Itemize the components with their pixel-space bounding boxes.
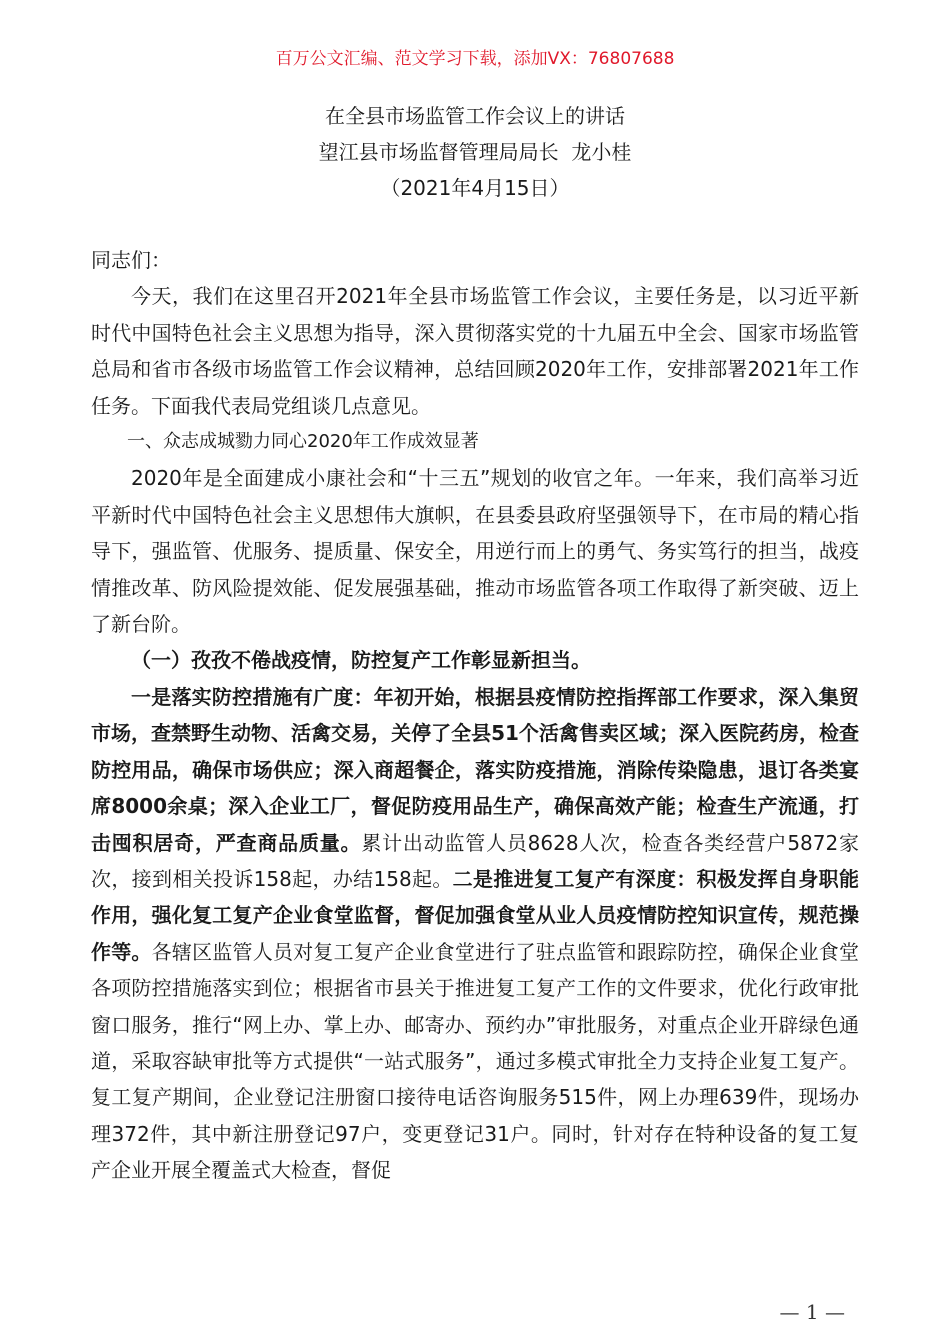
point-one-text: 累计出动监管人员8628人次，检查各类经营户5872家次，接到相关投诉158起，办结158起。 bbox=[91, 830, 860, 891]
title-block bbox=[0, 98, 950, 206]
speech-title: 在全县市场监管工作会议上的讲话 bbox=[325, 104, 625, 128]
subheading-1: （一）孜孜不倦战疫情，防控复产工作彰显新担当。 bbox=[131, 648, 591, 673]
section-heading-1: 一、众志成城勠力同心2020年工作成效显著 bbox=[127, 431, 479, 453]
watermark-banner: 百万公文汇编、范文学习下载，添加VX：76807688 bbox=[275, 49, 675, 69]
paragraph-2020-summary: 2020年是全面建成小康社会和“十三五”规划的收官之年。一年来，我们高举习近平新时代中国特色社会主义思想伟大旗帜，在县委县政府坚强领导下，在市局的精心指导下，强监管、优服务、提质量、保安全，用逆行而上的勇气、务实笃行的担当，战疫情推改革、防风险提效能、促发展强基础，推动市场监管各项工作取得了新突破、迈上了新台阶。 bbox=[91, 466, 859, 637]
page-number: — 1 — bbox=[779, 1300, 845, 1324]
salutation: 同志们： bbox=[91, 248, 171, 272]
paragraph-intro: 今天，我们在这里召开2021年全县市场监管工作会议，主要任务是，以习近平新时代中国特色社会主义思想为指导，深入贯彻落实党的十九届五中全会、国家市场监管总局和省市各级市场监管工作会议精神，总结回顾2020年工作，安排部署2021年工作任务。下面我代表局党组谈几点意见。 bbox=[91, 284, 859, 418]
point-two-text: 各辖区监管人员对复工复产企业食堂进行了驻点监管和跟踪防控，确保企业食堂各项防控措施落实到位；根据省市县关于推进复工复产工作的文件要求，优化行政审批窗口服务，推行“网上办、掌上办、邮寄办、预约办”审批服务，对重点企业开辟绿色通道，采取容缺审批等方式提供“一站式服务”，通过多模式审批全力支持企业复工复产。复工复产期间，企业登记注册窗口接待电话咨询服务515件，网上办理639件，现场办理372件，其中新注册登记97户，变更登记31户。同时，针对存在特种设备的复工复产企业开展全覆盖式大检查，督促 bbox=[91, 939, 860, 1183]
speech-body bbox=[91, 242, 859, 1189]
point-two-bold: 二是推进复工复产有深度：积极发挥自身职能作用，强化复工复产企业食堂监督，督促加强食堂从业人员疫情防控知识宣传，规范操作等。 bbox=[91, 866, 859, 964]
date-line: （2021年4月15日） bbox=[380, 176, 570, 200]
speaker-line: 望江县市场监督管理局局长 龙小桂 bbox=[318, 140, 632, 164]
paragraph-epidemic bbox=[91, 679, 859, 1189]
point-one-bold: 一是落实防控措施有广度：年初开始，根据县疫情防控指挥部工作要求，深入集贸市场，查禁野生动物、活禽交易，关停了全县51个活禽售卖区域；深入医院药房，检查防控用品，确保市场供应；深入商超餐企，落实防疫措施，消除传染隐患，退订各类宴席8000余桌；深入企业工厂，督促防疫用品生产，确保高效产能；检查生产流通，打击囤积居奇，严查商品质量。 bbox=[91, 684, 859, 855]
